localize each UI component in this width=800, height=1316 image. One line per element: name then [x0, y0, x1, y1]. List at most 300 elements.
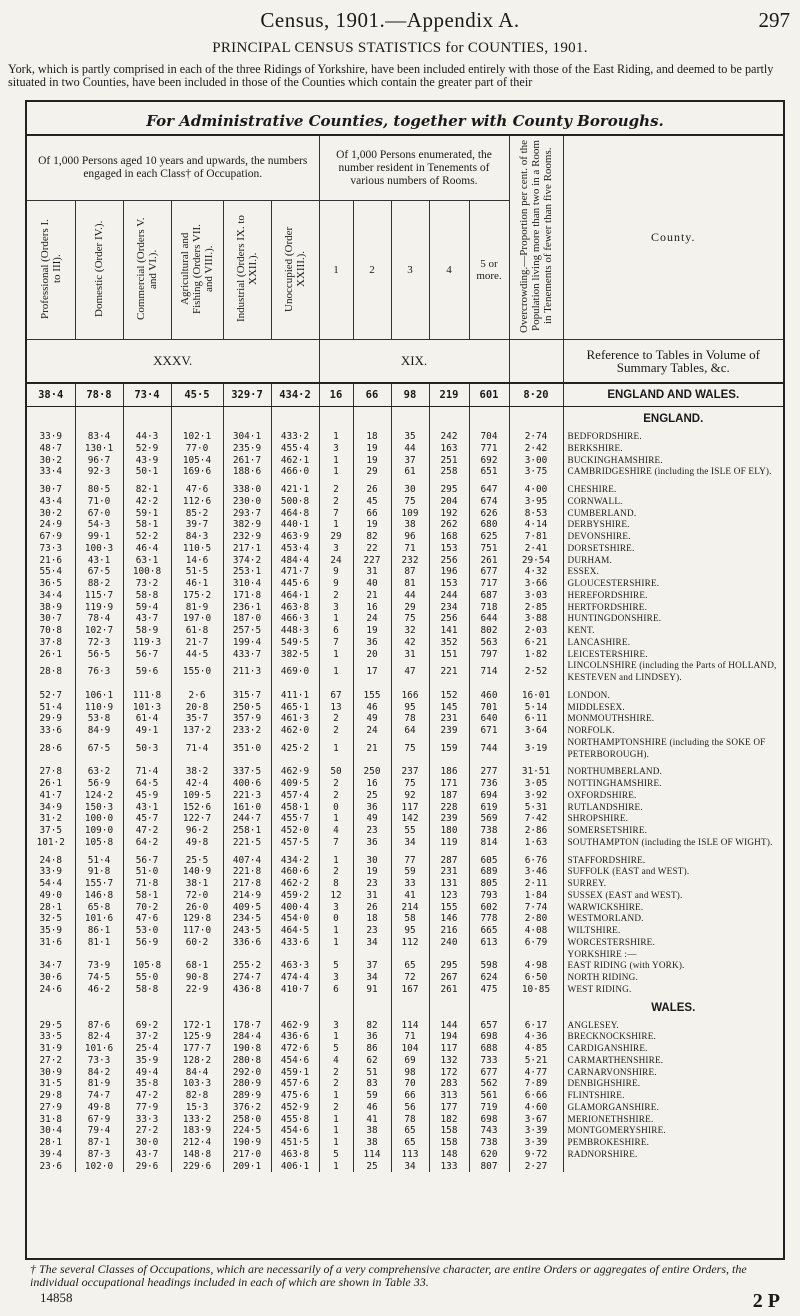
table-cell: 194: [429, 1031, 469, 1043]
table-cell: 71: [391, 1031, 429, 1043]
table-cell: 460: [469, 690, 509, 702]
table-cell: 36·5: [27, 578, 75, 590]
table-cell: 38·2: [171, 766, 223, 778]
table-cell: 719: [469, 1102, 509, 1114]
table-cell: 2·86: [509, 825, 563, 837]
table-cell: 677: [469, 1067, 509, 1079]
table-cell: 40: [353, 578, 391, 590]
table-cell: 2·74: [509, 431, 563, 443]
table-cell: 58: [391, 913, 429, 925]
england-wales-value: 601: [469, 383, 509, 407]
table-cell: 92·3: [75, 466, 123, 478]
table-cell: 69·2: [123, 1020, 171, 1032]
county-name: CARDIGANSHIRE.: [567, 1043, 648, 1053]
table-cell: 38·9: [27, 602, 75, 614]
table-cell: 694: [469, 790, 509, 802]
table-cell: 78: [391, 1114, 429, 1126]
table-cell: 23: [353, 925, 391, 937]
county-name: OXFORDSHIRE.: [567, 789, 637, 800]
table-cell: 30: [353, 855, 391, 867]
england-wales-row: [27, 383, 783, 407]
table-cell: 688: [469, 1043, 509, 1055]
county-name: YORKSHIRE :—: [567, 948, 637, 959]
rooms-col-header: 1: [319, 201, 353, 340]
table-cell: 26·0: [171, 902, 223, 914]
table-cell: 640: [469, 713, 509, 725]
county-name: ESSEX.: [567, 566, 600, 577]
table-cell: 78·4: [75, 613, 123, 625]
table-cell: 58·1: [123, 519, 171, 531]
table-cell: 19: [353, 625, 391, 637]
table-cell: 24·9: [27, 519, 75, 531]
table-cell: 436·8: [223, 984, 271, 996]
intro-text: York, which is partly comprised in each of the three Ridings of Yorkshire, have been included entirely with those of the East Riding, and deemed to be partly situated in two Counties, have been included in those of the Counties which contain the greater part of their: [8, 62, 774, 89]
table-cell: [469, 949, 509, 961]
table-cell: 111·8: [123, 690, 171, 702]
county-row: [27, 1078, 783, 1090]
table-cell: 171·8: [223, 590, 271, 602]
table-cell: 280·9: [223, 1078, 271, 1090]
table-cell: 43·7: [123, 613, 171, 625]
table-cell: 70·8: [27, 625, 75, 637]
table-cell: 738: [469, 825, 509, 837]
table-cell: [123, 949, 171, 961]
table-cell: 469·0: [271, 660, 319, 684]
ref-rooms: XIX.: [319, 340, 509, 384]
table-cell: 598: [469, 960, 509, 972]
county-row: [27, 837, 783, 849]
table-cell: 50·1: [123, 466, 171, 478]
table-cell: 75: [391, 613, 429, 625]
running-title: Census, 1901.—Appendix A.: [260, 8, 520, 32]
table-cell: 109·0: [75, 825, 123, 837]
table-cell: 457·6: [271, 1078, 319, 1090]
table-cell: 47·6: [171, 484, 223, 496]
table-cell: 73·3: [75, 1055, 123, 1067]
table-cell: 1: [319, 455, 353, 467]
table-cell: 81: [391, 578, 429, 590]
county-name: DORSETSHIRE.: [567, 542, 635, 553]
table-cell: 2: [319, 866, 353, 878]
table-cell: 797: [469, 649, 509, 661]
table-cell: 23·6: [27, 1161, 75, 1173]
table-cell: 14·6: [171, 555, 223, 567]
county-name: CARNARVONSHIRE.: [567, 1066, 657, 1077]
table-cell: 2·52: [509, 660, 563, 684]
table-cell: 338·0: [223, 484, 271, 496]
table-cell: 258: [429, 466, 469, 478]
table-cell: 66: [391, 1090, 429, 1102]
table-cell: 6: [319, 984, 353, 996]
county-row: [27, 1149, 783, 1161]
table-cell: 3: [319, 902, 353, 914]
table-cell: 35·8: [123, 1078, 171, 1090]
table-cell: 104: [391, 1043, 429, 1055]
table-cell: 56: [391, 1102, 429, 1114]
county-name: DERBYSHIRE.: [567, 519, 630, 530]
table-cell: 155: [429, 902, 469, 914]
table-cell: 58·9: [123, 625, 171, 637]
table-cell: 2: [319, 1078, 353, 1090]
section-label: WALES.: [651, 1001, 696, 1014]
table-cell: 133: [429, 1161, 469, 1173]
table-cell: 44·5: [171, 649, 223, 661]
table-cell: 187: [429, 790, 469, 802]
table-cell: 293·7: [223, 508, 271, 520]
page-footer: [40, 1290, 780, 1313]
table-cell: 20: [353, 649, 391, 661]
table-cell: 462·9: [271, 766, 319, 778]
table-cell: 232: [391, 555, 429, 567]
table-cell: 561: [469, 1090, 509, 1102]
table-cell: 65·8: [75, 902, 123, 914]
table-cell: 91: [353, 984, 391, 996]
table-cell: 471·7: [271, 566, 319, 578]
table-cell: 240: [429, 937, 469, 949]
table-cell: 28·6: [27, 737, 75, 761]
table-cell: 112: [391, 937, 429, 949]
table-cell: 234: [429, 602, 469, 614]
county-row: [27, 519, 783, 531]
table-cell: 119·3: [123, 637, 171, 649]
table-cell: 407·4: [223, 855, 271, 867]
table-cell: 287: [429, 855, 469, 867]
table-cell: 51·0: [123, 866, 171, 878]
table-cell: 102·0: [75, 1161, 123, 1173]
table-cell: 744: [469, 737, 509, 761]
table-cell: 445·6: [271, 578, 319, 590]
county-name: LINCOLNSHIRE (including the Parts of HOLLAND, KESTEVEN and LINDSEY).: [567, 660, 777, 682]
table-cell: 313: [429, 1090, 469, 1102]
table-cell: 25: [353, 790, 391, 802]
table-cell: 454·6: [271, 1055, 319, 1067]
rooms-group-header: Of 1,000 Persons enumerated, the number resident in Tenements of various numbers of Rooms.: [319, 136, 509, 201]
table-cell: 3·75: [509, 466, 563, 478]
table-cell: 620: [469, 1149, 509, 1161]
statistics-table-frame: [25, 100, 785, 1260]
table-cell: 47·6: [123, 913, 171, 925]
table-cell: 38: [353, 1125, 391, 1137]
county-name: WARWICKSHIRE.: [567, 901, 644, 912]
table-cell: 452·0: [271, 825, 319, 837]
table-cell: 33: [391, 878, 429, 890]
table-cell: 67·5: [75, 566, 123, 578]
county-row: [27, 602, 783, 614]
table-cell: 802: [469, 625, 509, 637]
table-cell: 63·2: [75, 766, 123, 778]
table-cell: 197·0: [171, 613, 223, 625]
table-cell: 9: [319, 566, 353, 578]
table-cell: 103·3: [171, 1078, 223, 1090]
table-cell: 29·9: [27, 713, 75, 725]
table-cell: 549·5: [271, 637, 319, 649]
table-cell: 144: [429, 1020, 469, 1032]
table-cell: 67·9: [27, 531, 75, 543]
table-cell: 187·0: [223, 613, 271, 625]
table-cell: 66: [353, 508, 391, 520]
table-cell: 29: [353, 466, 391, 478]
table-cell: 261: [429, 984, 469, 996]
county-name: NORFOLK.: [567, 725, 615, 735]
county-row: [27, 949, 783, 961]
table-cell: 337·5: [223, 766, 271, 778]
england-wales-value: 73·4: [123, 383, 171, 407]
table-cell: 152: [429, 690, 469, 702]
county-row: [27, 1043, 783, 1055]
table-cell: 34·7: [27, 960, 75, 972]
county-row: [27, 431, 783, 443]
table-cell: 49·1: [123, 725, 171, 737]
table-cell: 21: [353, 737, 391, 761]
table-cell: 3: [319, 543, 353, 555]
county-row: [27, 578, 783, 590]
table-cell: 56·7: [123, 649, 171, 661]
table-cell: 459·1: [271, 1067, 319, 1079]
table-cell: 239: [429, 813, 469, 825]
table-cell: 232·9: [223, 531, 271, 543]
table-cell: 714: [469, 660, 509, 684]
county-name: BEDFORDSHIRE.: [567, 431, 642, 441]
table-cell: 4·98: [509, 960, 563, 972]
table-cell: 87·1: [75, 1137, 123, 1149]
table-cell: 239: [429, 725, 469, 737]
table-cell: 46·4: [123, 543, 171, 555]
county-name: CHESHIRE.: [567, 484, 617, 494]
table-cell: 692: [469, 455, 509, 467]
county-name: WEST RIDING.: [567, 983, 632, 994]
table-cell: 47·2: [123, 825, 171, 837]
table-cell: 1·82: [509, 649, 563, 661]
table-cell: 60·2: [171, 937, 223, 949]
table-cell: 1: [319, 660, 353, 684]
county-row: [27, 625, 783, 637]
table-cell: 49: [353, 713, 391, 725]
table-cell: 178·7: [223, 1020, 271, 1032]
occupation-col-label: Agricultural and Fishing (Orders VII. and VIII.).: [179, 223, 215, 314]
table-cell: 454·6: [271, 1125, 319, 1137]
table-cell: [223, 949, 271, 961]
county-row: [27, 1031, 783, 1043]
table-cell: 67·0: [75, 508, 123, 520]
table-cell: 463·8: [271, 602, 319, 614]
table-cell: 33·9: [27, 866, 75, 878]
table-cell: 117: [391, 802, 429, 814]
table-cell: 7·42: [509, 813, 563, 825]
table-cell: 2·85: [509, 602, 563, 614]
table-cell: 37·5: [27, 825, 75, 837]
table-cell: 3: [319, 443, 353, 455]
county-row: [27, 825, 783, 837]
table-cell: 448·3: [271, 625, 319, 637]
table-cell: 466·0: [271, 466, 319, 478]
occupation-col-label: Professional (Orders I. to III).: [38, 218, 63, 319]
table-cell: 142: [391, 813, 429, 825]
table-cell: 112·6: [171, 496, 223, 508]
table-cell: 233·2: [223, 725, 271, 737]
table-cell: 30·7: [27, 484, 75, 496]
table-cell: 1: [319, 1137, 353, 1149]
table-cell: 242: [429, 431, 469, 443]
table-cell: 462·0: [271, 725, 319, 737]
table-cell: 31: [353, 890, 391, 902]
table-cell: 21·6: [27, 555, 75, 567]
table-cell: 277: [469, 766, 509, 778]
table-cell: 27·8: [27, 766, 75, 778]
table-cell: 24·8: [27, 855, 75, 867]
table-cell: 280·8: [223, 1055, 271, 1067]
table-cell: 464·5: [271, 925, 319, 937]
table-cell: 3·19: [509, 737, 563, 761]
table-cell: 41·7: [27, 790, 75, 802]
table-cell: 1: [319, 1161, 353, 1173]
table-cell: 665: [469, 925, 509, 937]
county-row: [27, 725, 783, 737]
table-cell: 3·39: [509, 1125, 563, 1137]
county-name: LANCASHIRE.: [567, 636, 631, 647]
table-cell: 124·2: [75, 790, 123, 802]
table-cell: 466·3: [271, 613, 319, 625]
ref-note: Reference to Tables in Volume of Summary Tables, &c.: [563, 340, 783, 384]
table-cell: 7·89: [509, 1078, 563, 1090]
table-cell: 19: [353, 866, 391, 878]
table-cell: 141: [429, 625, 469, 637]
table-cell: 26·1: [27, 778, 75, 790]
table-cell: 163: [429, 443, 469, 455]
county-name: CORNWALL.: [567, 495, 623, 506]
table-cell: 24·6: [27, 984, 75, 996]
table-cell: 87: [391, 566, 429, 578]
table-cell: 59·1: [123, 508, 171, 520]
table-cell: 52·2: [123, 531, 171, 543]
table-cell: 256: [429, 613, 469, 625]
table-cell: 34·4: [27, 590, 75, 602]
table-cell: 224·5: [223, 1125, 271, 1137]
table-cell: 63·1: [123, 555, 171, 567]
table-cell: 30·4: [27, 1125, 75, 1137]
county-row: [27, 466, 783, 478]
table-cell: 119·9: [75, 602, 123, 614]
table-cell: 736: [469, 778, 509, 790]
table-cell: 4·08: [509, 925, 563, 937]
table-cell: 196: [429, 566, 469, 578]
table-cell: 109·5: [171, 790, 223, 802]
table-cell: 2: [319, 1067, 353, 1079]
table-cell: 284·4: [223, 1031, 271, 1043]
table-cell: 261·7: [223, 455, 271, 467]
table-cell: 27·2: [27, 1055, 75, 1067]
table-cell: 793: [469, 890, 509, 902]
table-cell: 440·1: [271, 519, 319, 531]
table-cell: 123: [429, 890, 469, 902]
table-cell: 53·8: [75, 713, 123, 725]
table-cell: 32: [391, 625, 429, 637]
table-cell: 61·4: [123, 713, 171, 725]
table-cell: 72: [391, 972, 429, 984]
county-row: [27, 1137, 783, 1149]
table-cell: 168: [429, 531, 469, 543]
county-name: CUMBERLAND.: [567, 507, 637, 518]
table-cell: 2·41: [509, 543, 563, 555]
table-cell: 91·8: [75, 866, 123, 878]
table-cell: 56·9: [75, 778, 123, 790]
county-row: [27, 766, 783, 778]
table-cell: 56·9: [123, 937, 171, 949]
table-cell: 262: [429, 519, 469, 531]
table-cell: 42·4: [171, 778, 223, 790]
table-cell: 137·2: [171, 725, 223, 737]
table-cell: 35·9: [123, 1055, 171, 1067]
table-cell: 183·9: [171, 1125, 223, 1137]
table-cell: 3·03: [509, 590, 563, 602]
table-cell: 459·2: [271, 890, 319, 902]
table-cell: 75: [391, 496, 429, 508]
county-name: MERIONETHSHIRE.: [567, 1113, 654, 1124]
statistics-table: [27, 136, 783, 1172]
county-header: County.: [650, 230, 696, 244]
overcrowding-header-text: Overcrowding.—Proportion per cent. of the Population living more than two in a Room in Tenements of fewer than five Rooms.: [518, 139, 554, 333]
table-cell: 463·8: [271, 1149, 319, 1161]
table-cell: 4·60: [509, 1102, 563, 1114]
county-name: KENT.: [567, 625, 595, 635]
table-cell: 51·4: [75, 855, 123, 867]
county-name: CAMBRIDGESHIRE (including the ISLE OF ELY).: [567, 466, 772, 477]
county-name: BERKSHIRE.: [567, 442, 623, 453]
county-row: [27, 590, 783, 602]
table-cell: 336·6: [223, 937, 271, 949]
table-cell: 81·9: [75, 1078, 123, 1090]
table-cell: 1: [319, 737, 353, 761]
table-cell: 778: [469, 913, 509, 925]
table-cell: 6·66: [509, 1090, 563, 1102]
table-cell: 84·2: [75, 1067, 123, 1079]
table-cell: [429, 949, 469, 961]
table-cell: 376·2: [223, 1102, 271, 1114]
table-cell: 3·67: [509, 1114, 563, 1126]
ref-occupation: XXXV.: [27, 340, 319, 384]
table-cell: 310·4: [223, 578, 271, 590]
table-cell: 131: [429, 878, 469, 890]
county-row: [27, 902, 783, 914]
table-cell: [271, 949, 319, 961]
county-row: [27, 702, 783, 714]
table-cell: 21·7: [171, 637, 223, 649]
county-row: [27, 813, 783, 825]
table-cell: 55·0: [123, 972, 171, 984]
table-cell: 72·3: [75, 637, 123, 649]
table-cell: 465·1: [271, 702, 319, 714]
table-cell: 460·6: [271, 866, 319, 878]
table-cell: 214·9: [223, 890, 271, 902]
table-cell: 73·9: [75, 960, 123, 972]
table-cell: 68·1: [171, 960, 223, 972]
table-cell: 101·6: [75, 913, 123, 925]
table-cell: 190·9: [223, 1137, 271, 1149]
england-wales-value: 329·7: [223, 383, 271, 407]
table-cell: 235·9: [223, 443, 271, 455]
table-cell: 61·8: [171, 625, 223, 637]
table-cell: 20·8: [171, 702, 223, 714]
table-cell: 209·1: [223, 1161, 271, 1173]
table-cell: 464·1: [271, 590, 319, 602]
table-cell: 451·5: [271, 1137, 319, 1149]
table-cell: 31: [391, 649, 429, 661]
table-cell: 4·85: [509, 1043, 563, 1055]
table-cell: 2: [319, 778, 353, 790]
table-cell: 718: [469, 602, 509, 614]
county-name: MONMOUTHSHIRE.: [567, 713, 655, 724]
table-cell: 24: [319, 555, 353, 567]
table-cell: 30·9: [27, 1067, 75, 1079]
